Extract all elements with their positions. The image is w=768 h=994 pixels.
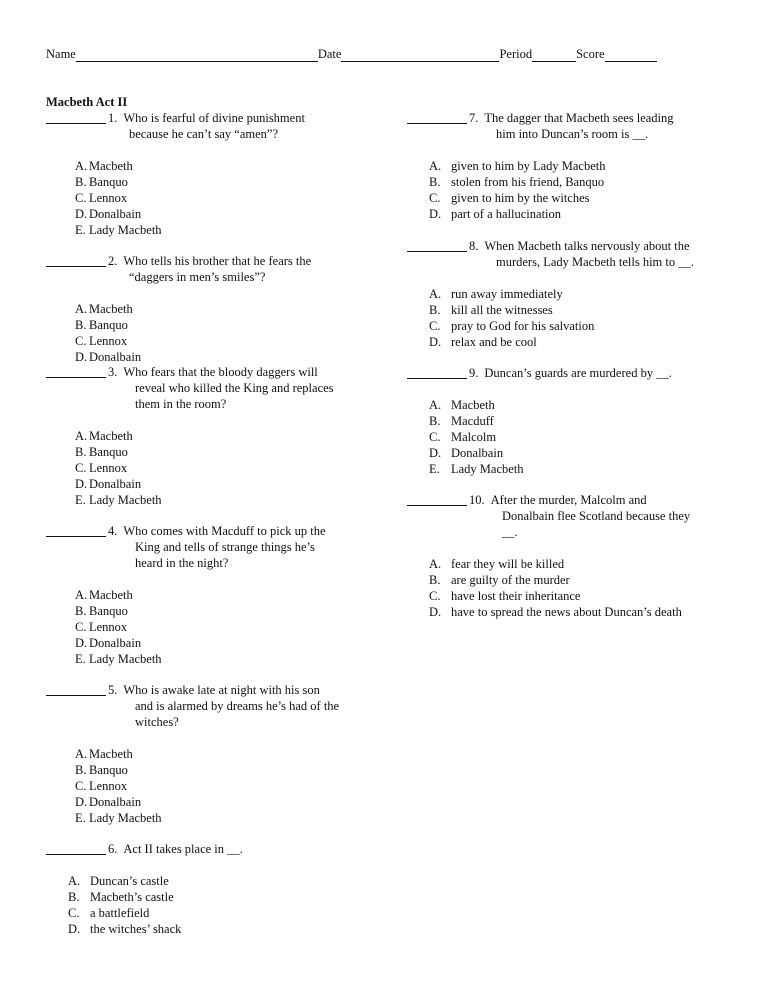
option-text: Duncan’s castle bbox=[90, 874, 169, 888]
option-text: Donalbain bbox=[89, 477, 142, 491]
option-letter: A. bbox=[429, 159, 442, 173]
option-letter: D. bbox=[75, 477, 88, 491]
answer-option bbox=[75, 428, 334, 444]
date-label: Date bbox=[317, 47, 342, 61]
answer-option bbox=[429, 174, 674, 190]
option-letter: B. bbox=[75, 175, 87, 189]
question-number: 1. bbox=[108, 111, 118, 125]
answer-option bbox=[75, 333, 311, 349]
answer-option bbox=[429, 190, 674, 206]
question-number: 9. bbox=[469, 366, 479, 380]
answer-options bbox=[407, 158, 674, 222]
option-letter: C. bbox=[429, 191, 441, 205]
answer-option bbox=[429, 445, 672, 461]
answer-option bbox=[68, 889, 243, 905]
question-text-continued: reveal who killed the King and replaces bbox=[135, 381, 334, 395]
option-text: a battlefield bbox=[90, 906, 150, 920]
option-text: kill all the witnesses bbox=[451, 303, 553, 317]
option-letter: C. bbox=[68, 906, 80, 920]
answer-option bbox=[75, 190, 305, 206]
option-letter: A. bbox=[429, 557, 442, 571]
question-text: After the murder, Malcolm and bbox=[490, 493, 647, 507]
option-text: Donalbain bbox=[89, 795, 142, 809]
question-text-continued: King and tells of strange things he’s bbox=[135, 540, 315, 554]
question-text-continued: and is alarmed by dreams he’s had of the bbox=[135, 699, 340, 713]
option-text: Macduff bbox=[451, 414, 494, 428]
option-text: relax and be cool bbox=[451, 335, 537, 349]
answer-option bbox=[75, 746, 339, 762]
option-letter: B. bbox=[429, 303, 441, 317]
option-text: Lennox bbox=[89, 779, 128, 793]
question-9 bbox=[407, 365, 672, 477]
question-text-continued: murders, Lady Macbeth tells him to __. bbox=[496, 255, 694, 269]
option-letter: A. bbox=[75, 588, 88, 602]
option-text: Lady Macbeth bbox=[89, 652, 162, 666]
answer-option bbox=[75, 778, 339, 794]
question-text-continued: “daggers in men’s smiles”? bbox=[129, 270, 266, 284]
option-text: are guilty of the murder bbox=[451, 573, 570, 587]
answer-option bbox=[75, 444, 334, 460]
answer-blank[interactable] bbox=[46, 253, 106, 267]
answer-option bbox=[68, 873, 243, 889]
answer-options bbox=[407, 286, 694, 350]
question-text-continued: him into Duncan’s room is __. bbox=[496, 127, 649, 141]
option-text: the witches’ shack bbox=[90, 922, 182, 936]
question-4 bbox=[46, 523, 326, 667]
question-7 bbox=[407, 110, 674, 222]
answer-options bbox=[46, 587, 326, 667]
answer-option bbox=[75, 317, 311, 333]
question-number: 10. bbox=[469, 493, 485, 507]
option-letter: B. bbox=[429, 175, 441, 189]
option-text: Donalbain bbox=[451, 446, 504, 460]
option-text: Donalbain bbox=[89, 350, 142, 364]
option-text: Lennox bbox=[89, 461, 128, 475]
answer-option bbox=[75, 810, 339, 826]
answer-option bbox=[75, 651, 326, 667]
option-letter: E. bbox=[75, 652, 86, 666]
answer-option bbox=[75, 476, 334, 492]
option-text: Macbeth bbox=[451, 398, 495, 412]
question-text-continued: heard in the night? bbox=[135, 556, 229, 570]
option-text: stolen from his friend, Banquo bbox=[451, 175, 605, 189]
option-letter: A. bbox=[75, 747, 88, 761]
option-letter: A. bbox=[75, 429, 88, 443]
answer-option bbox=[429, 588, 690, 604]
question-number: 3. bbox=[108, 365, 118, 379]
question-text: The dagger that Macbeth sees leading bbox=[484, 111, 674, 125]
option-letter: D. bbox=[75, 350, 88, 364]
question-5 bbox=[46, 682, 339, 826]
option-text: given to him by Lady Macbeth bbox=[451, 159, 606, 173]
option-letter: C. bbox=[75, 461, 87, 475]
option-letter: D. bbox=[429, 446, 442, 460]
option-text: Macbeth bbox=[89, 159, 133, 173]
option-letter: C. bbox=[429, 319, 441, 333]
answer-option bbox=[429, 286, 694, 302]
option-text: Macbeth’s castle bbox=[90, 890, 174, 904]
score-field[interactable] bbox=[605, 48, 657, 62]
option-letter: E. bbox=[75, 493, 86, 507]
question-number: 4. bbox=[108, 524, 118, 538]
option-text: have lost their inheritance bbox=[451, 589, 581, 603]
option-letter: B. bbox=[75, 763, 87, 777]
question-10 bbox=[407, 492, 690, 620]
question-3 bbox=[46, 364, 334, 508]
answer-option bbox=[75, 762, 339, 778]
question-number: 8. bbox=[469, 239, 479, 253]
answer-option bbox=[75, 603, 326, 619]
period-field[interactable] bbox=[532, 48, 576, 62]
option-text: Malcolm bbox=[451, 430, 497, 444]
answer-option bbox=[429, 413, 672, 429]
answer-options bbox=[407, 556, 690, 620]
answer-option bbox=[75, 492, 334, 508]
question-1 bbox=[46, 110, 305, 238]
question-8 bbox=[407, 238, 694, 350]
question-text: Act II takes place in __. bbox=[123, 842, 243, 856]
option-letter: A. bbox=[429, 287, 442, 301]
answer-options bbox=[46, 428, 334, 508]
answer-option bbox=[429, 556, 690, 572]
answer-option bbox=[429, 429, 672, 445]
question-text: Who is awake late at night with his son bbox=[123, 683, 320, 697]
answer-blank[interactable] bbox=[46, 523, 106, 537]
date-field[interactable] bbox=[341, 48, 499, 62]
option-letter: E. bbox=[75, 811, 86, 825]
answer-blank[interactable] bbox=[407, 238, 467, 252]
option-text: Macbeth bbox=[89, 429, 133, 443]
option-text: Macbeth bbox=[89, 747, 133, 761]
option-letter: C. bbox=[429, 589, 441, 603]
option-letter: B. bbox=[429, 573, 441, 587]
option-letter: E. bbox=[75, 223, 86, 237]
answer-option bbox=[429, 334, 694, 350]
option-letter: C. bbox=[75, 191, 87, 205]
option-letter: D. bbox=[429, 335, 442, 349]
answer-option bbox=[75, 174, 305, 190]
option-text: Lady Macbeth bbox=[451, 462, 524, 476]
option-text: pray to God for his salvation bbox=[451, 319, 595, 333]
question-text: Who fears that the bloody daggers will bbox=[123, 365, 318, 379]
option-text: fear they will be killed bbox=[451, 557, 565, 571]
question-text: Who tells his brother that he fears the bbox=[123, 254, 312, 268]
answer-options bbox=[46, 301, 311, 365]
option-text: Banquo bbox=[89, 604, 128, 618]
option-text: Banquo bbox=[89, 318, 128, 332]
option-letter: B. bbox=[75, 318, 87, 332]
answer-blank[interactable] bbox=[407, 110, 467, 124]
answer-blank[interactable] bbox=[407, 492, 467, 506]
answer-option bbox=[75, 301, 311, 317]
question-text-continued: __. bbox=[502, 525, 518, 539]
option-text: Lady Macbeth bbox=[89, 223, 162, 237]
answer-options bbox=[407, 397, 672, 477]
option-letter: C. bbox=[429, 430, 441, 444]
answer-option bbox=[429, 318, 694, 334]
answer-options bbox=[46, 746, 339, 826]
answer-option bbox=[75, 460, 334, 476]
question-number: 7. bbox=[469, 111, 479, 125]
answer-options bbox=[46, 158, 305, 238]
option-text: Macbeth bbox=[89, 588, 133, 602]
answer-option bbox=[429, 604, 690, 620]
option-letter: A. bbox=[75, 302, 88, 316]
answer-blank[interactable] bbox=[46, 841, 106, 855]
answer-option bbox=[75, 206, 305, 222]
page-title: Macbeth Act II bbox=[46, 95, 128, 109]
question-number: 5. bbox=[108, 683, 118, 697]
name-label: Name bbox=[46, 47, 76, 61]
answer-option bbox=[75, 158, 305, 174]
name-field[interactable] bbox=[76, 48, 318, 62]
option-letter: B. bbox=[75, 604, 87, 618]
option-text: Donalbain bbox=[89, 207, 142, 221]
question-text: Who is fearful of divine punishment bbox=[123, 111, 305, 125]
option-letter: B. bbox=[75, 445, 87, 459]
answer-option bbox=[75, 222, 305, 238]
question-text: Who comes with Macduff to pick up the bbox=[123, 524, 326, 538]
option-letter: C. bbox=[75, 620, 87, 634]
option-text: have to spread the news about Duncan’s death bbox=[451, 605, 682, 619]
answer-option bbox=[429, 302, 694, 318]
option-text: Banquo bbox=[89, 175, 128, 189]
option-text: part of a hallucination bbox=[451, 207, 562, 221]
option-letter: D. bbox=[429, 605, 442, 619]
answer-option bbox=[429, 461, 672, 477]
question-2 bbox=[46, 253, 311, 365]
option-text: Banquo bbox=[89, 763, 128, 777]
option-letter: D. bbox=[68, 922, 81, 936]
question-text-continued: witches? bbox=[135, 715, 179, 729]
answer-option bbox=[429, 572, 690, 588]
answer-options bbox=[46, 873, 243, 937]
option-letter: D. bbox=[75, 795, 88, 809]
option-letter: C. bbox=[75, 779, 87, 793]
option-letter: A. bbox=[75, 159, 88, 173]
answer-option bbox=[75, 635, 326, 651]
answer-blank[interactable] bbox=[46, 364, 106, 378]
answer-blank[interactable] bbox=[46, 110, 106, 124]
question-text: Duncan’s guards are murdered by __. bbox=[484, 366, 672, 380]
question-text-continued: them in the room? bbox=[135, 397, 227, 411]
option-letter: B. bbox=[429, 414, 441, 428]
question-text-continued: because he can’t say “amen”? bbox=[129, 127, 278, 141]
option-text: Banquo bbox=[89, 445, 128, 459]
answer-option bbox=[75, 587, 326, 603]
answer-option bbox=[429, 206, 674, 222]
option-text: given to him by the witches bbox=[451, 191, 590, 205]
answer-option bbox=[75, 619, 326, 635]
question-number: 6. bbox=[108, 842, 118, 856]
option-letter: A. bbox=[68, 874, 81, 888]
answer-option bbox=[75, 349, 311, 365]
option-text: Lady Macbeth bbox=[89, 493, 162, 507]
answer-option bbox=[429, 397, 672, 413]
answer-option bbox=[68, 921, 243, 937]
answer-option bbox=[75, 794, 339, 810]
score-label: Score bbox=[576, 47, 605, 61]
question-text: When Macbeth talks nervously about the bbox=[484, 239, 690, 253]
option-text: Macbeth bbox=[89, 302, 133, 316]
question-number: 2. bbox=[108, 254, 118, 268]
option-letter: E. bbox=[429, 462, 440, 476]
option-text: run away immediately bbox=[451, 287, 563, 301]
answer-blank[interactable] bbox=[407, 365, 467, 379]
answer-option bbox=[68, 905, 243, 921]
option-letter: A. bbox=[429, 398, 442, 412]
answer-blank[interactable] bbox=[46, 682, 106, 696]
question-text-continued: Donalbain flee Scotland because they bbox=[502, 509, 691, 523]
question-6 bbox=[46, 841, 243, 937]
option-letter: D. bbox=[75, 636, 88, 650]
option-letter: B. bbox=[68, 890, 80, 904]
option-letter: D. bbox=[75, 207, 88, 221]
option-text: Lady Macbeth bbox=[89, 811, 162, 825]
option-letter: D. bbox=[429, 207, 442, 221]
option-letter: C. bbox=[75, 334, 87, 348]
option-text: Lennox bbox=[89, 191, 128, 205]
option-text: Lennox bbox=[89, 334, 128, 348]
option-text: Lennox bbox=[89, 620, 128, 634]
option-text: Donalbain bbox=[89, 636, 142, 650]
student-info-header bbox=[46, 46, 726, 64]
answer-option bbox=[429, 158, 674, 174]
period-label: Period bbox=[499, 47, 533, 61]
